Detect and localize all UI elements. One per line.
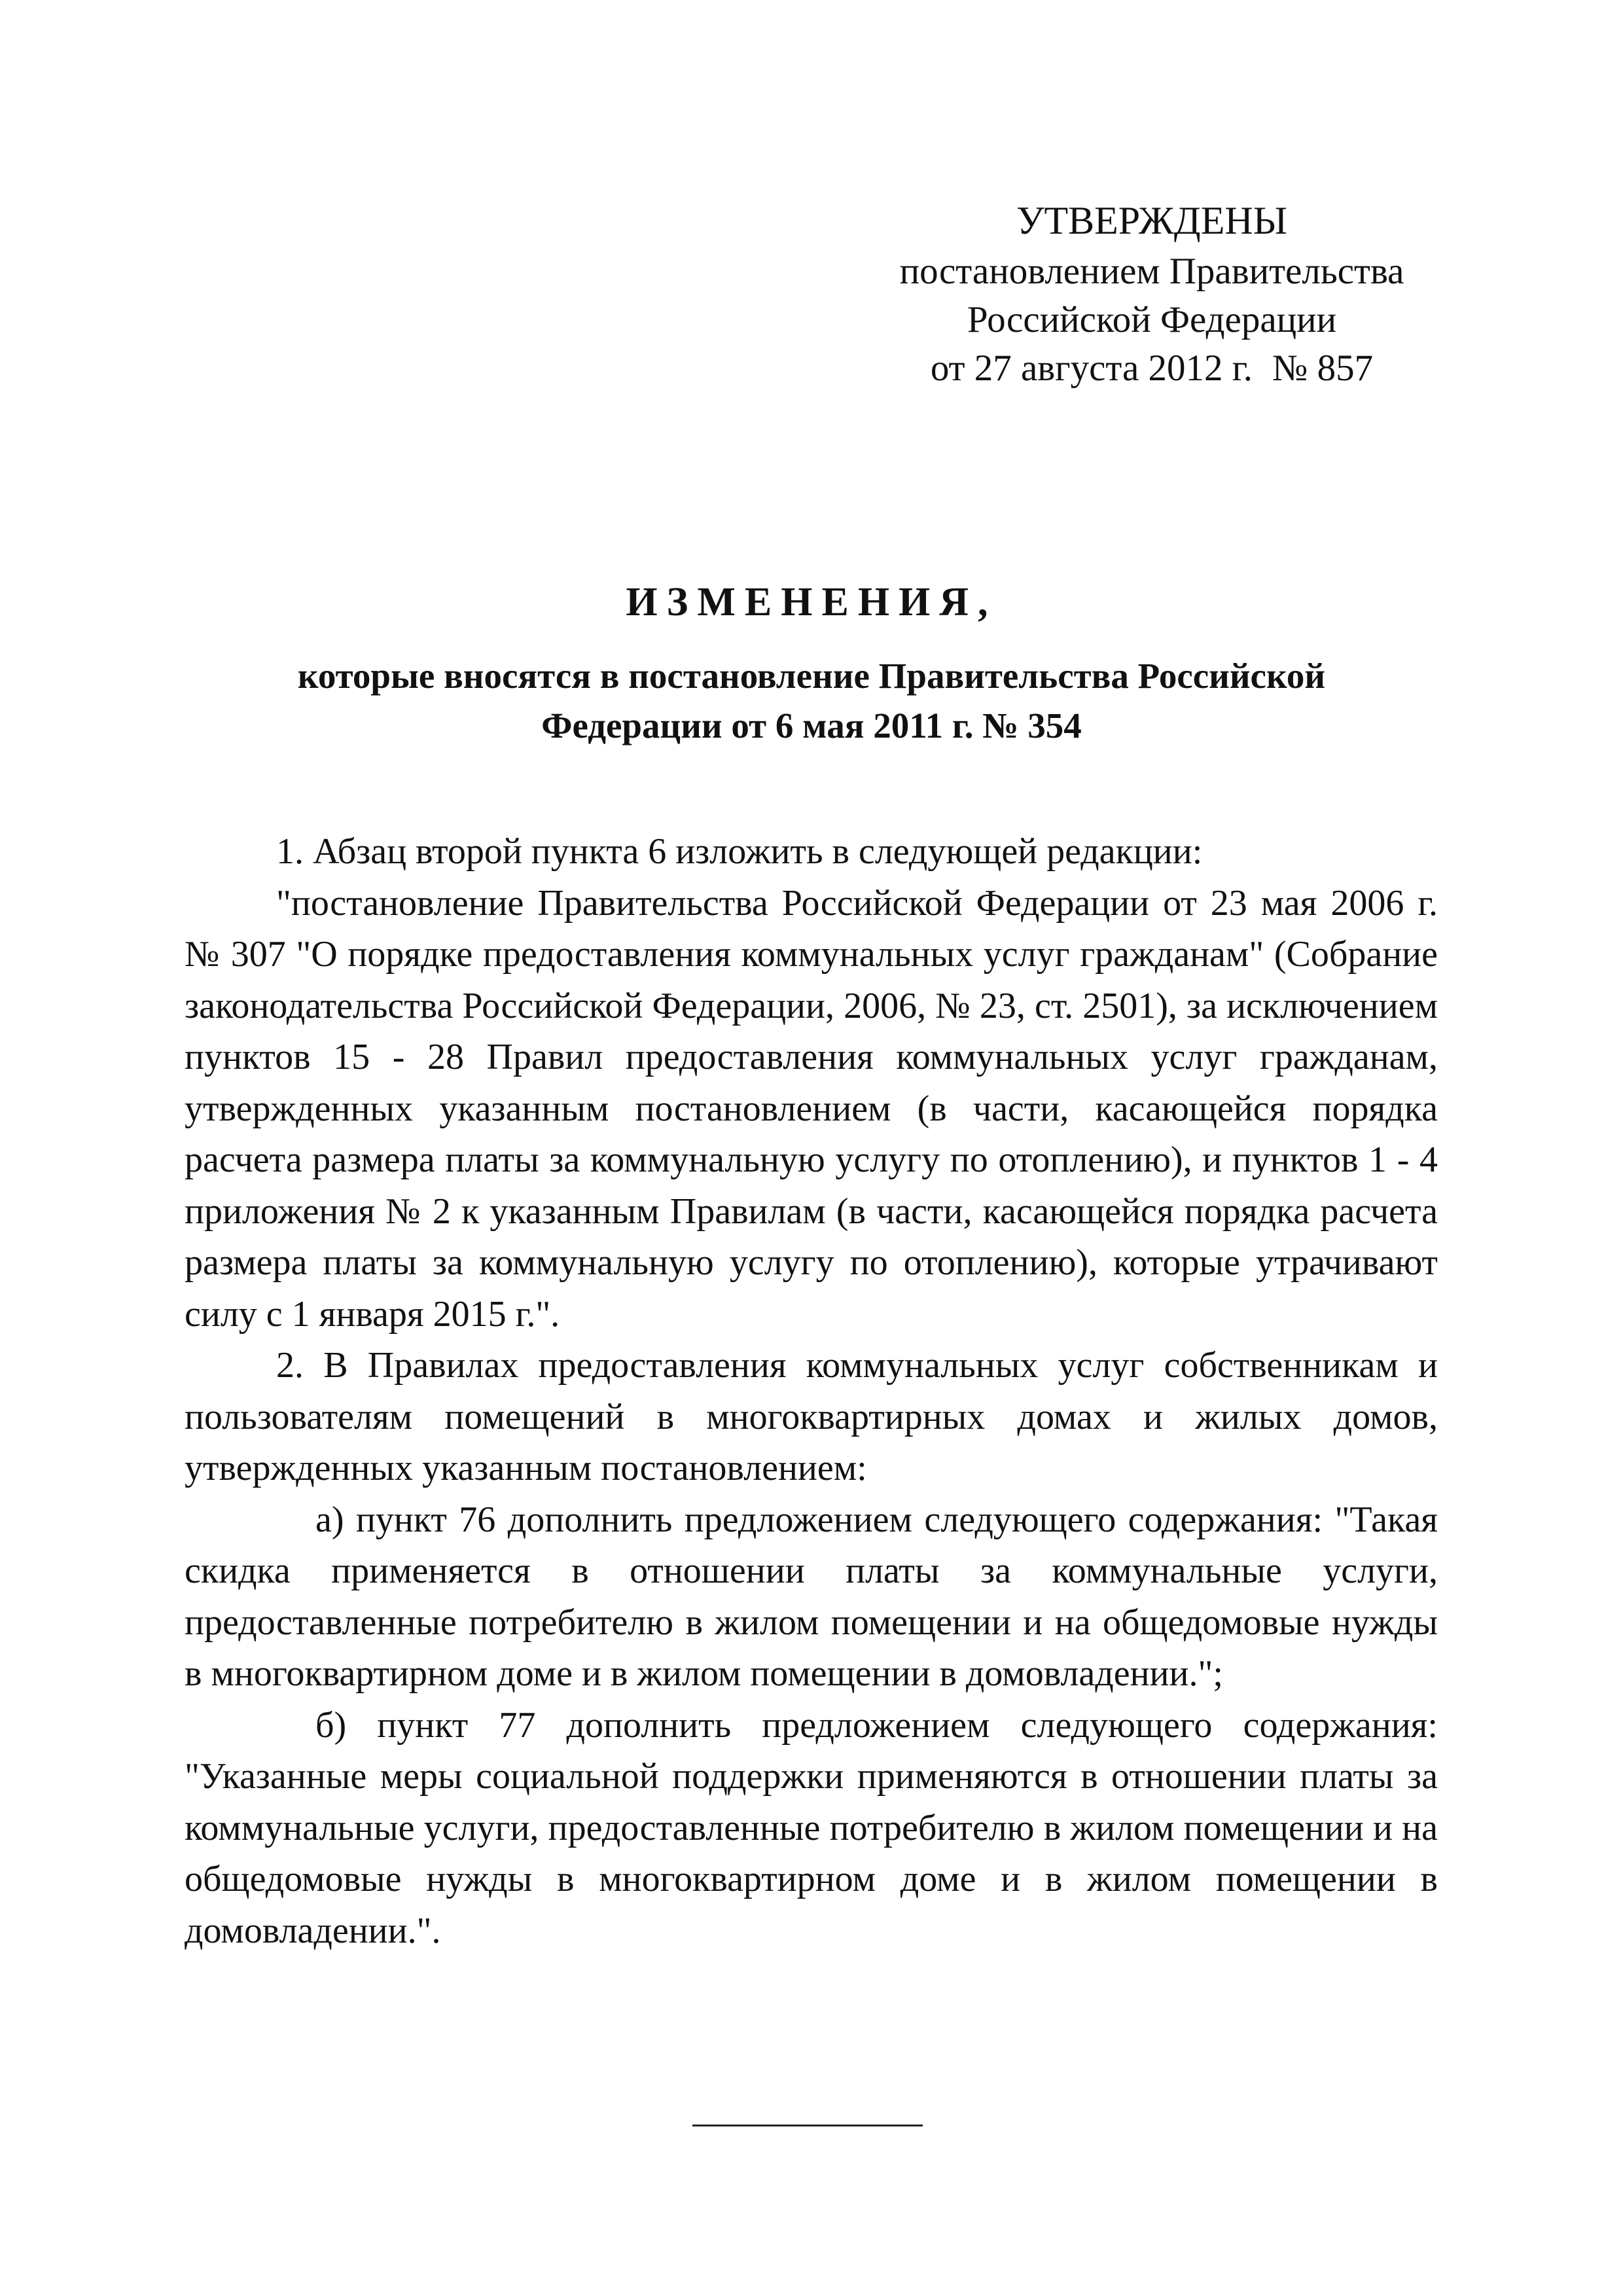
paragraph-item-2: 2. В Правилах предоставления коммунальных услуг собственникам и пользователям помещений в многоквартирных домах и жилых домов, утвержденных указанным постановлением: (185, 1345, 1438, 1488)
approval-number: № 857 (1272, 348, 1374, 389)
document-body (185, 826, 1438, 1956)
subtitle-line-1: которые вносятся в постановление Правительства Российской (297, 656, 1326, 696)
approval-line-1: постановлением Правительства (899, 251, 1404, 292)
paragraph-item-2b: б) пункт 77 дополнить предложением следующего содержания: "Указанные меры социальной поддержки применяются в отношении платы за коммунальные услуги, предоставленные потребителю в жилом помещении и на общедомовые нужды в многоквартирном доме и в жилом помещении в домовладении.". (185, 1704, 1438, 1951)
approval-line-2: Российской Федерации (967, 299, 1337, 340)
approval-stamp-block (870, 196, 1433, 393)
closing-divider (692, 2125, 923, 2126)
approval-date: от 27 августа 2012 г. (930, 348, 1253, 389)
paragraph-item-1-text: "постановление Правительства Российской Федерации от 23 мая 2006 г. № 307 "О порядке предоставления коммунальных услуг гражданам" (Собрание законодательства Российской Федерации, 2006, № 23, ст. 2501), за исключением пунктов 15 - 28 Правил предоставления коммунальных услуг гражданам, утвержденных указанным постановлением (в части, касающейся порядка расчета размера платы за коммунальную услугу по отоплению), и пунктов 1 - 4 приложения № 2 к указанным Правилам (в части, касающейся порядка расчета размера платы за коммунальную услугу по отоплению), которые утрачивают силу с 1 января 2015 г.". (185, 882, 1438, 1335)
document-title: ИЗМЕНЕНИЯ, (626, 580, 997, 624)
approval-date-line (870, 344, 1433, 393)
paragraph-item-1: 1. Абзац второй пункта 6 изложить в следующей редакции: (276, 831, 1203, 872)
approved-label: УТВЕРЖДЕНЫ (1016, 199, 1288, 242)
paragraph-item-2a: а) пункт 76 дополнить предложением следующего содержания: "Такая скидка применяется в отношении платы за коммунальные услуги, предоставленные потребителю в жилом помещении и на общедомовые нужды в многоквартирном доме и в жилом помещении в домовладении."; (185, 1499, 1438, 1694)
document-header (183, 573, 1440, 751)
document-subtitle (183, 651, 1440, 751)
subtitle-line-2: Федерации от 6 мая 2011 г. № 354 (541, 706, 1082, 745)
